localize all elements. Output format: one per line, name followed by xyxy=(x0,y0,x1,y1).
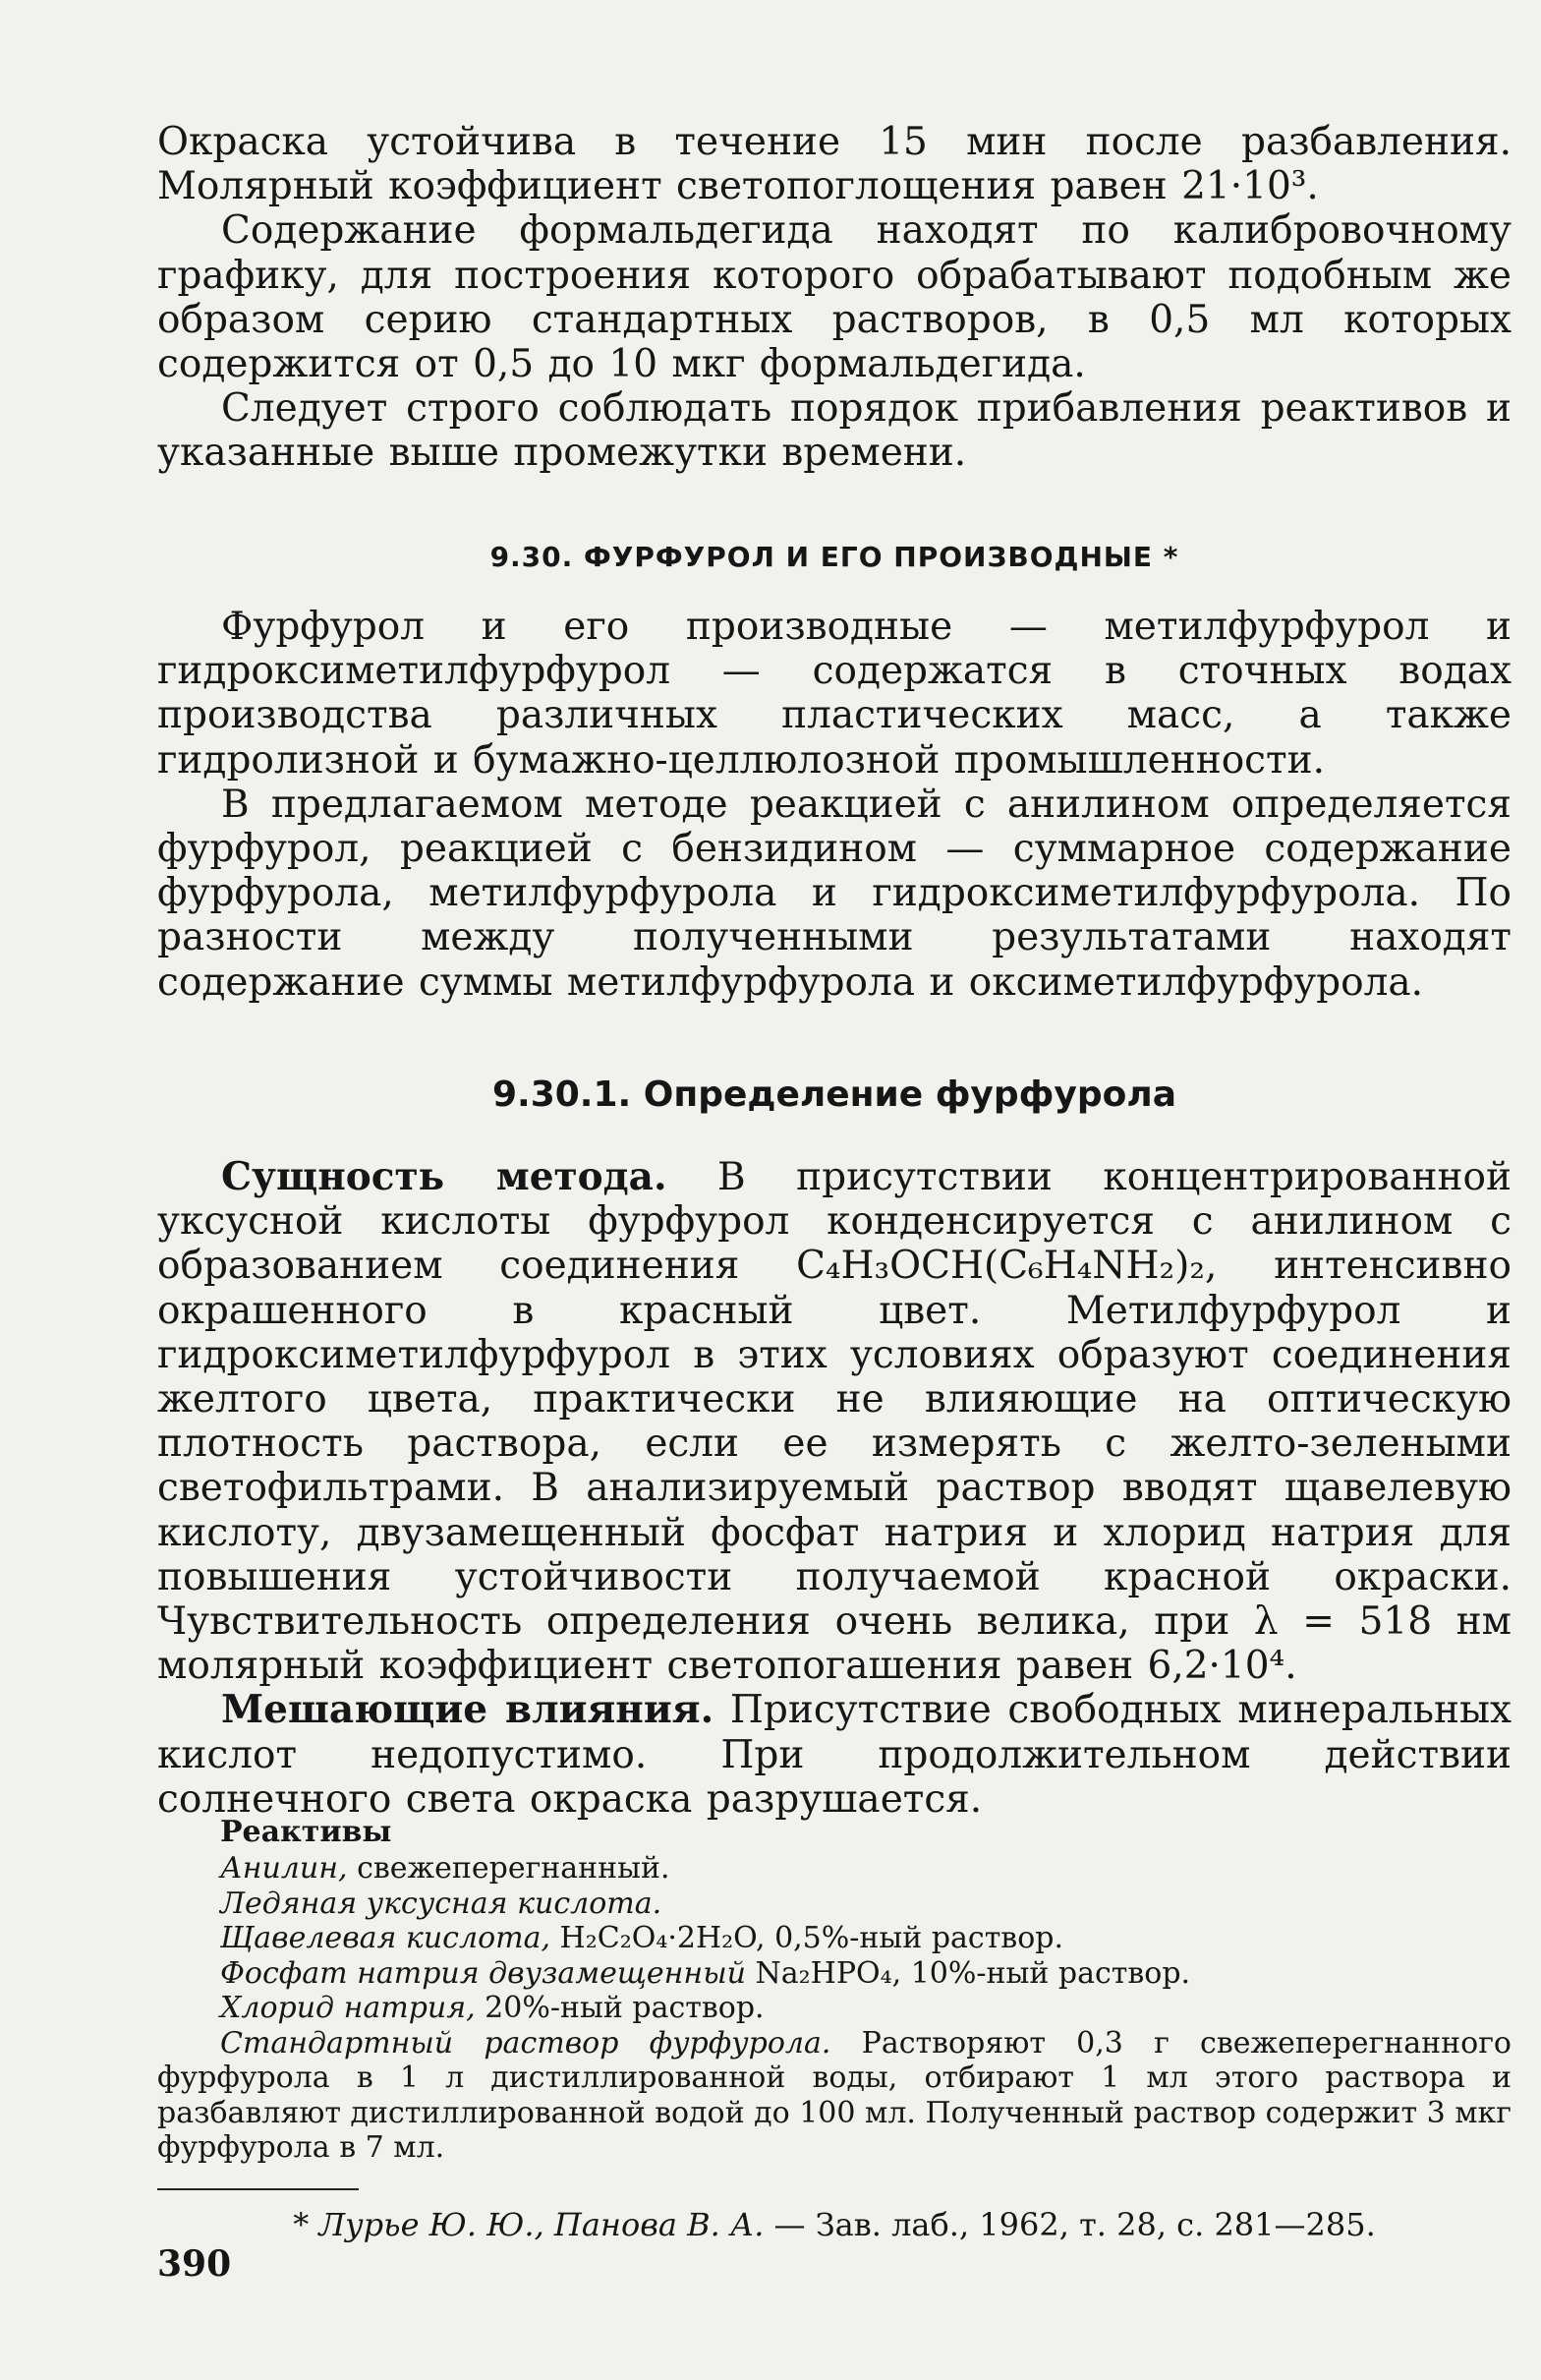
interference-label: Мешающие влияния. xyxy=(221,1687,714,1733)
standard-solution: Стандартный раствор фурфурола. Растворяют 0,3 г свежеперегнанного фурфурола в 1 л дистиллированной воды, отбирают 1 мл этого раствора и разбавляют дистиллированной водой до 100 мл. Полученный раствор содержит 3 мкг фурфурола в 7 мл. xyxy=(157,2025,1512,2165)
paragraph-method-essence xyxy=(157,1155,1512,1688)
reagent-item: Анилин, свежеперегнанный. xyxy=(220,1851,670,1886)
reagent-item: Хлорид натрия, 20%-ный раствор. xyxy=(220,1991,765,2025)
essence-label: Сущность метода. xyxy=(221,1154,667,1199)
paragraph-reagent-order: Следует строго соблюдать порядок прибавления реактивов и указанные выше промежутки времени. xyxy=(157,386,1512,476)
paragraph-interference xyxy=(157,1688,1512,1822)
subsection-title: 9.30.1. Определение фурфурола xyxy=(491,1074,1177,1115)
footnote-divider xyxy=(157,2188,359,2190)
method-text-block xyxy=(157,1155,1512,1822)
reagents-title: Реактивы xyxy=(220,1815,392,1849)
footnote xyxy=(157,2206,1512,2243)
page-number: 390 xyxy=(157,2243,232,2285)
footnote-authors: * Лурье Ю. Ю., Панова В. А. xyxy=(293,2206,765,2243)
paragraph-furfural-intro: Фурфурол и его производные — метилфурфурол и гидроксиметилфурфурол — содержатся в сточных водах производства различных пластических масс, а также гидролизной и бумажно-целлюлозной промышленности. xyxy=(157,605,1512,783)
paragraph-color-stability: Окраска устойчива в течение 15 мин после разбавления. Молярный коэффициент светопоглощения равен 21·10³. xyxy=(157,120,1512,209)
reagent-item: Фосфат натрия двузамещенный Na₂HPO₄, 10%-ный раствор. xyxy=(220,1955,1191,1991)
paragraph-method-overview: В предлагаемом методе реакцией с анилином определяется фурфурол, реакцией с бензидином — суммарное содержание фурфурола, метилфурфурола и гидроксиметилфурфурола. По разности между полученными результатами находят содержание суммы метилфурфурола и оксиметилфурфурола. xyxy=(157,782,1512,1005)
reagents-block xyxy=(157,1814,1512,2166)
footnote-reference: — Зав. лаб., 1962, т. 28, с. 281—285. xyxy=(764,2206,1376,2243)
paragraph-formaldehyde-calibration: Содержание формальдегида находят по калибровочному графику, для построения которого обрабатывают подобным же образом серию стандартных растворов, в 0,5 мл которых содержится от 0,5 до 10 мкг формальдегида. xyxy=(157,208,1512,387)
essence-text: В присутствии концентрированной уксусной кислоты фурфурол конденсируется с анилином с образованием соединения C₄H₃OCH(C₆H₄NH₂)₂, интенсивно окрашенного в красный цвет. Метилфурфурол и гидроксиметилфурфурол в этих условиях образуют соединения желтого цвета, практически не влияющие на оптическую плотность раствора, если ее измерять с желто-зелеными светофильтрами. В анализируемый раствор вводят щавелевую кислоту, двузамещенный фосфат натрия и хлорид натрия для повышения устойчивости получаемой красной окраски. Чувствительность определения очень велика, при λ = 518 нм молярный коэффициент светопогашения равен 6,2·10⁴. xyxy=(157,1155,1512,1689)
reagent-item: Ледяная уксусная кислота. xyxy=(220,1886,662,1921)
reagent-item: Щавелевая кислота, H₂C₂O₄·2H₂O, 0,5%-ный раствор. xyxy=(220,1921,1063,1955)
section-title: 9.30. ФУРФУРОЛ И ЕГО ПРОИЗВОДНЫЕ * xyxy=(489,541,1179,573)
top-text-block xyxy=(157,120,1512,476)
section-text-block xyxy=(157,605,1512,1005)
interference-text: Присутствие свободных минеральных кислот недопустимо. При продолжительном действии солнечного света окраска разрушается. xyxy=(157,1688,1512,1822)
